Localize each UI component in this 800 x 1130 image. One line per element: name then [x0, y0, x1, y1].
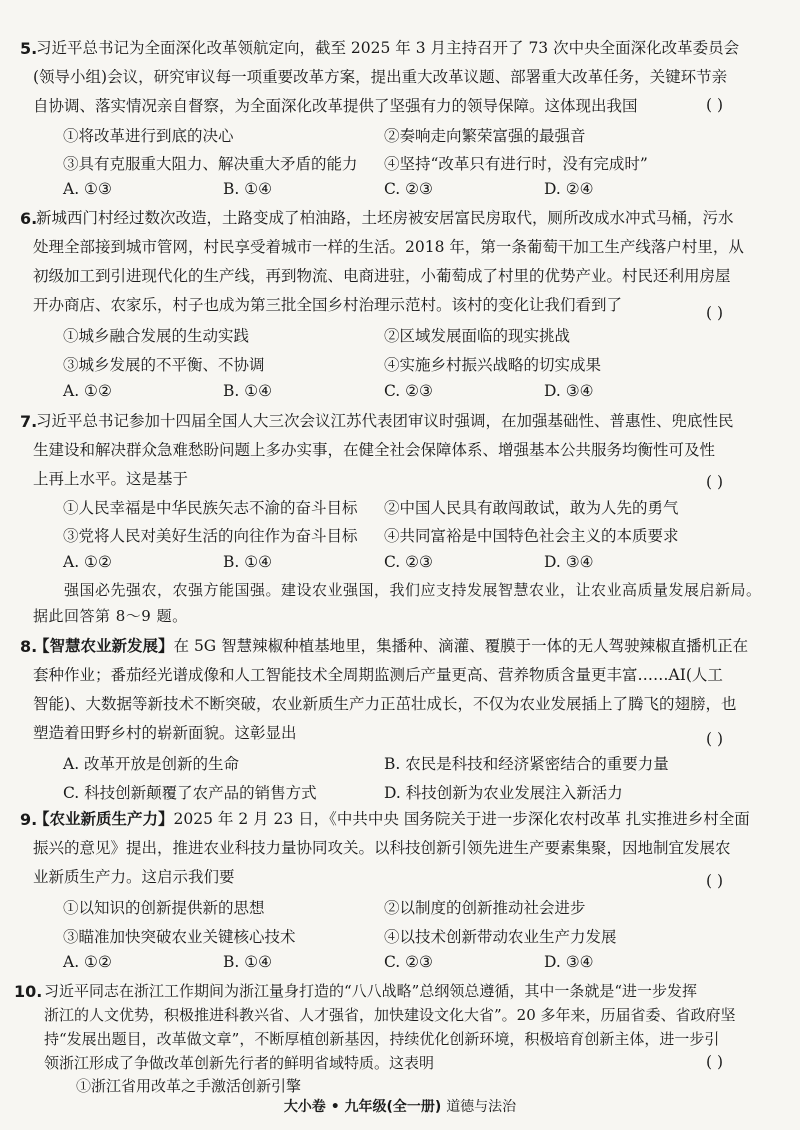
answer-parentheses: ( ) [706, 96, 724, 114]
choice-d[interactable]: D. ②④ [544, 180, 594, 198]
question-text-line: 塑造着田野乡村的崭新面貌。这彰显出 [33, 724, 297, 742]
question-text-line: 浙江的人文优势，积极推进科教兴省、人才强省，加快建设文化大省”。20 多年来，历届省委、省政府坚 [44, 1006, 736, 1024]
choice-c[interactable]: C. ②③ [384, 180, 433, 198]
question-text-line: 领浙江形成了争做改革创新先行者的鲜明省域特质。这表明 [44, 1054, 435, 1072]
choice-c[interactable]: C. ②③ [384, 953, 433, 971]
statement-3: ③城乡发展的不平衡、不协调 [63, 356, 265, 374]
question-text-line: 生建设和解决群众急难愁盼问题上多办实事，在健全社会保障体系、增强基本公共服务均衡性可及性 [33, 441, 716, 459]
choice-a[interactable]: A. ①② [63, 382, 112, 400]
choice-b[interactable]: B. ①④ [223, 180, 273, 198]
question-text: 在 5G 智慧辣椒种植基地里，集播种、滴灌、覆膜于一体的无人驾驶辣椒直播机正在 [173, 637, 749, 655]
question-text-line: 上再上水平。这是基于 [33, 470, 189, 488]
question-text-line: 初级加工到引进现代化的生产线，再到物流、电商进驻，小葡萄成了村里的优势产业。村民还利用房屋 [33, 267, 731, 285]
statement-3: ③党将人民对美好生活的向往作为奋斗目标 [63, 527, 358, 545]
choice-c[interactable]: C. 科技创新颠覆了农产品的销售方式 [63, 784, 317, 802]
answer-parentheses: ( ) [706, 730, 724, 748]
choice-d[interactable]: D. ③④ [544, 953, 594, 971]
intro-line: 强国必先强农，农强方能国强。建设农业强国，我们应支持发展智慧农业，让农业高质量发展启新局。 [64, 581, 762, 599]
page-footer [0, 1096, 800, 1116]
answer-parentheses: ( ) [706, 1053, 724, 1071]
choice-d[interactable]: D. ③④ [544, 553, 594, 571]
answer-parentheses: ( ) [706, 473, 724, 491]
statement-2: ②奏响走向繁荣富强的最强音 [384, 127, 586, 145]
choice-b[interactable]: B. 农民是科技和经济紧密结合的重要力量 [384, 755, 669, 773]
choice-a[interactable]: A. 改革开放是创新的生命 [63, 755, 240, 773]
statement-2: ②以制度的创新推动社会进步 [384, 899, 586, 917]
question-text-line: 处理全部接到城市管网，村民享受着城市一样的生活。2018 年，第一条葡萄干加工生产线落户村里，从 [33, 238, 744, 256]
statement-3: ③具有克服重大阻力、解决重大矛盾的能力 [63, 155, 358, 173]
question-text-line-1 [34, 809, 750, 829]
question-text-line: 习近平同志在浙江工作期间为浙江量身打造的“八八战略”总纲领总遵循，其中一条就是“进一步发挥 [44, 982, 698, 1000]
question-text-line: 开办商店、农家乐，村子也成为第三批全国乡村治理示范村。该村的变化让我们看到了 [33, 296, 623, 314]
question-text-line-1 [34, 636, 748, 656]
choice-c[interactable]: C. ②③ [384, 382, 433, 400]
question-number: 8. [20, 637, 38, 656]
statement-3: ③瞄准加快突破农业关键核心技术 [63, 928, 296, 946]
statement-4: ④共同富裕是中国特色社会主义的本质要求 [384, 527, 679, 545]
choice-a[interactable]: A. ①③ [63, 180, 112, 198]
question-text-line: 习近平总书记参加十四届全国人大三次会议江苏代表团审议时强调，在加强基础性、普惠性、兜底性民 [36, 412, 734, 430]
statement-1: ①人民幸福是中华民族矢志不渝的奋斗目标 [63, 499, 358, 517]
question-text-line: 振兴的意见》提出，推进农业科技力量协同攻关。以科技创新引领先进生产要素集聚，因地制宜发展农 [33, 839, 731, 857]
question-text-line: 新城西门村经过数次改造，土路变成了柏油路，土坯房被安居富民房取代，厕所改成水冲式马桶，污水 [36, 209, 734, 227]
question-number: 7. [20, 412, 38, 431]
statement-2: ②区域发展面临的现实挑战 [384, 327, 571, 345]
question-text-line: 套种作业；番茄经光谱成像和人工智能技术全周期监测后产量更高、营养物质含量更丰富……AI(人工 [33, 666, 723, 684]
question-text-line: 习近平总书记为全面深化改革领航定向，截至 2025 年 3 月主持召开了 73 次中央全面深化改革委员会 [36, 39, 740, 57]
question-number: 5. [20, 39, 38, 58]
answer-parentheses: ( ) [706, 872, 724, 890]
choice-b[interactable]: B. ①④ [223, 953, 273, 971]
question-number: 9. [20, 810, 38, 829]
footer-brand: 大小卷 [283, 1099, 326, 1115]
statement-1: ①浙江省用改革之手激活创新引擎 [76, 1077, 302, 1095]
footer-grade: 九年级(全一册) [344, 1099, 442, 1115]
question-text-line: 持“发展出题目，改革做文章”，不断厚植创新基因，持续优化创新环境，积极培育创新主体，进一步引 [44, 1030, 720, 1048]
choice-a[interactable]: A. ①② [63, 553, 112, 571]
statement-1: ①将改革进行到底的决心 [63, 127, 234, 145]
question-tag: 【智慧农业新发展】 [34, 637, 174, 655]
question-text-line: (领导小组)会议，研究审议每一项重要改革方案，提出重大改革议题、部署重大改革任务，关键环节亲 [33, 68, 728, 86]
choice-b[interactable]: B. ①④ [223, 553, 273, 571]
question-number: 10. [14, 982, 43, 1001]
choice-c[interactable]: C. ②③ [384, 553, 433, 571]
statement-1: ①以知识的创新提供新的思想 [63, 899, 265, 917]
statement-1: ①城乡融合发展的生动实践 [63, 327, 250, 345]
statement-2: ②中国人民具有敢闯敢试，敢为人先的勇气 [384, 499, 679, 517]
question-tag: 【农业新质生产力】 [34, 810, 174, 828]
choice-d[interactable]: D. 科技创新为农业发展注入新活力 [384, 784, 623, 802]
question-number: 6. [20, 209, 38, 228]
statement-4: ④以技术创新带动农业生产力发展 [384, 928, 617, 946]
intro-line: 据此回答第 8～9 题。 [33, 607, 188, 625]
question-text-line: 自协调、落实情况亲自督察，为全面深化改革提供了坚强有力的领导保障。这体现出我国 [33, 97, 638, 115]
choice-b[interactable]: B. ①④ [223, 382, 273, 400]
question-text: 2025 年 2 月 23 日，《中共中央 国务院关于进一步深化农村改革 扎实推进乡村全面 [173, 810, 750, 828]
footer-subject: 道德与法治 [446, 1099, 517, 1115]
choice-d[interactable]: D. ③④ [544, 382, 594, 400]
question-text-line: 智能)、大数据等新技术不断突破，农业新质生产力正茁壮成长，不仅为农业发展插上了腾飞的翅膀，也 [33, 695, 737, 713]
question-text-line: 业新质生产力。这启示我们要 [33, 868, 235, 886]
answer-parentheses: ( ) [706, 304, 724, 322]
statement-4: ④实施乡村振兴战略的切实成果 [384, 356, 602, 374]
footer-dot: • [330, 1099, 340, 1115]
statement-4: ④坚持“改革只有进行时，没有完成时” [384, 155, 648, 173]
choice-a[interactable]: A. ①② [63, 953, 112, 971]
